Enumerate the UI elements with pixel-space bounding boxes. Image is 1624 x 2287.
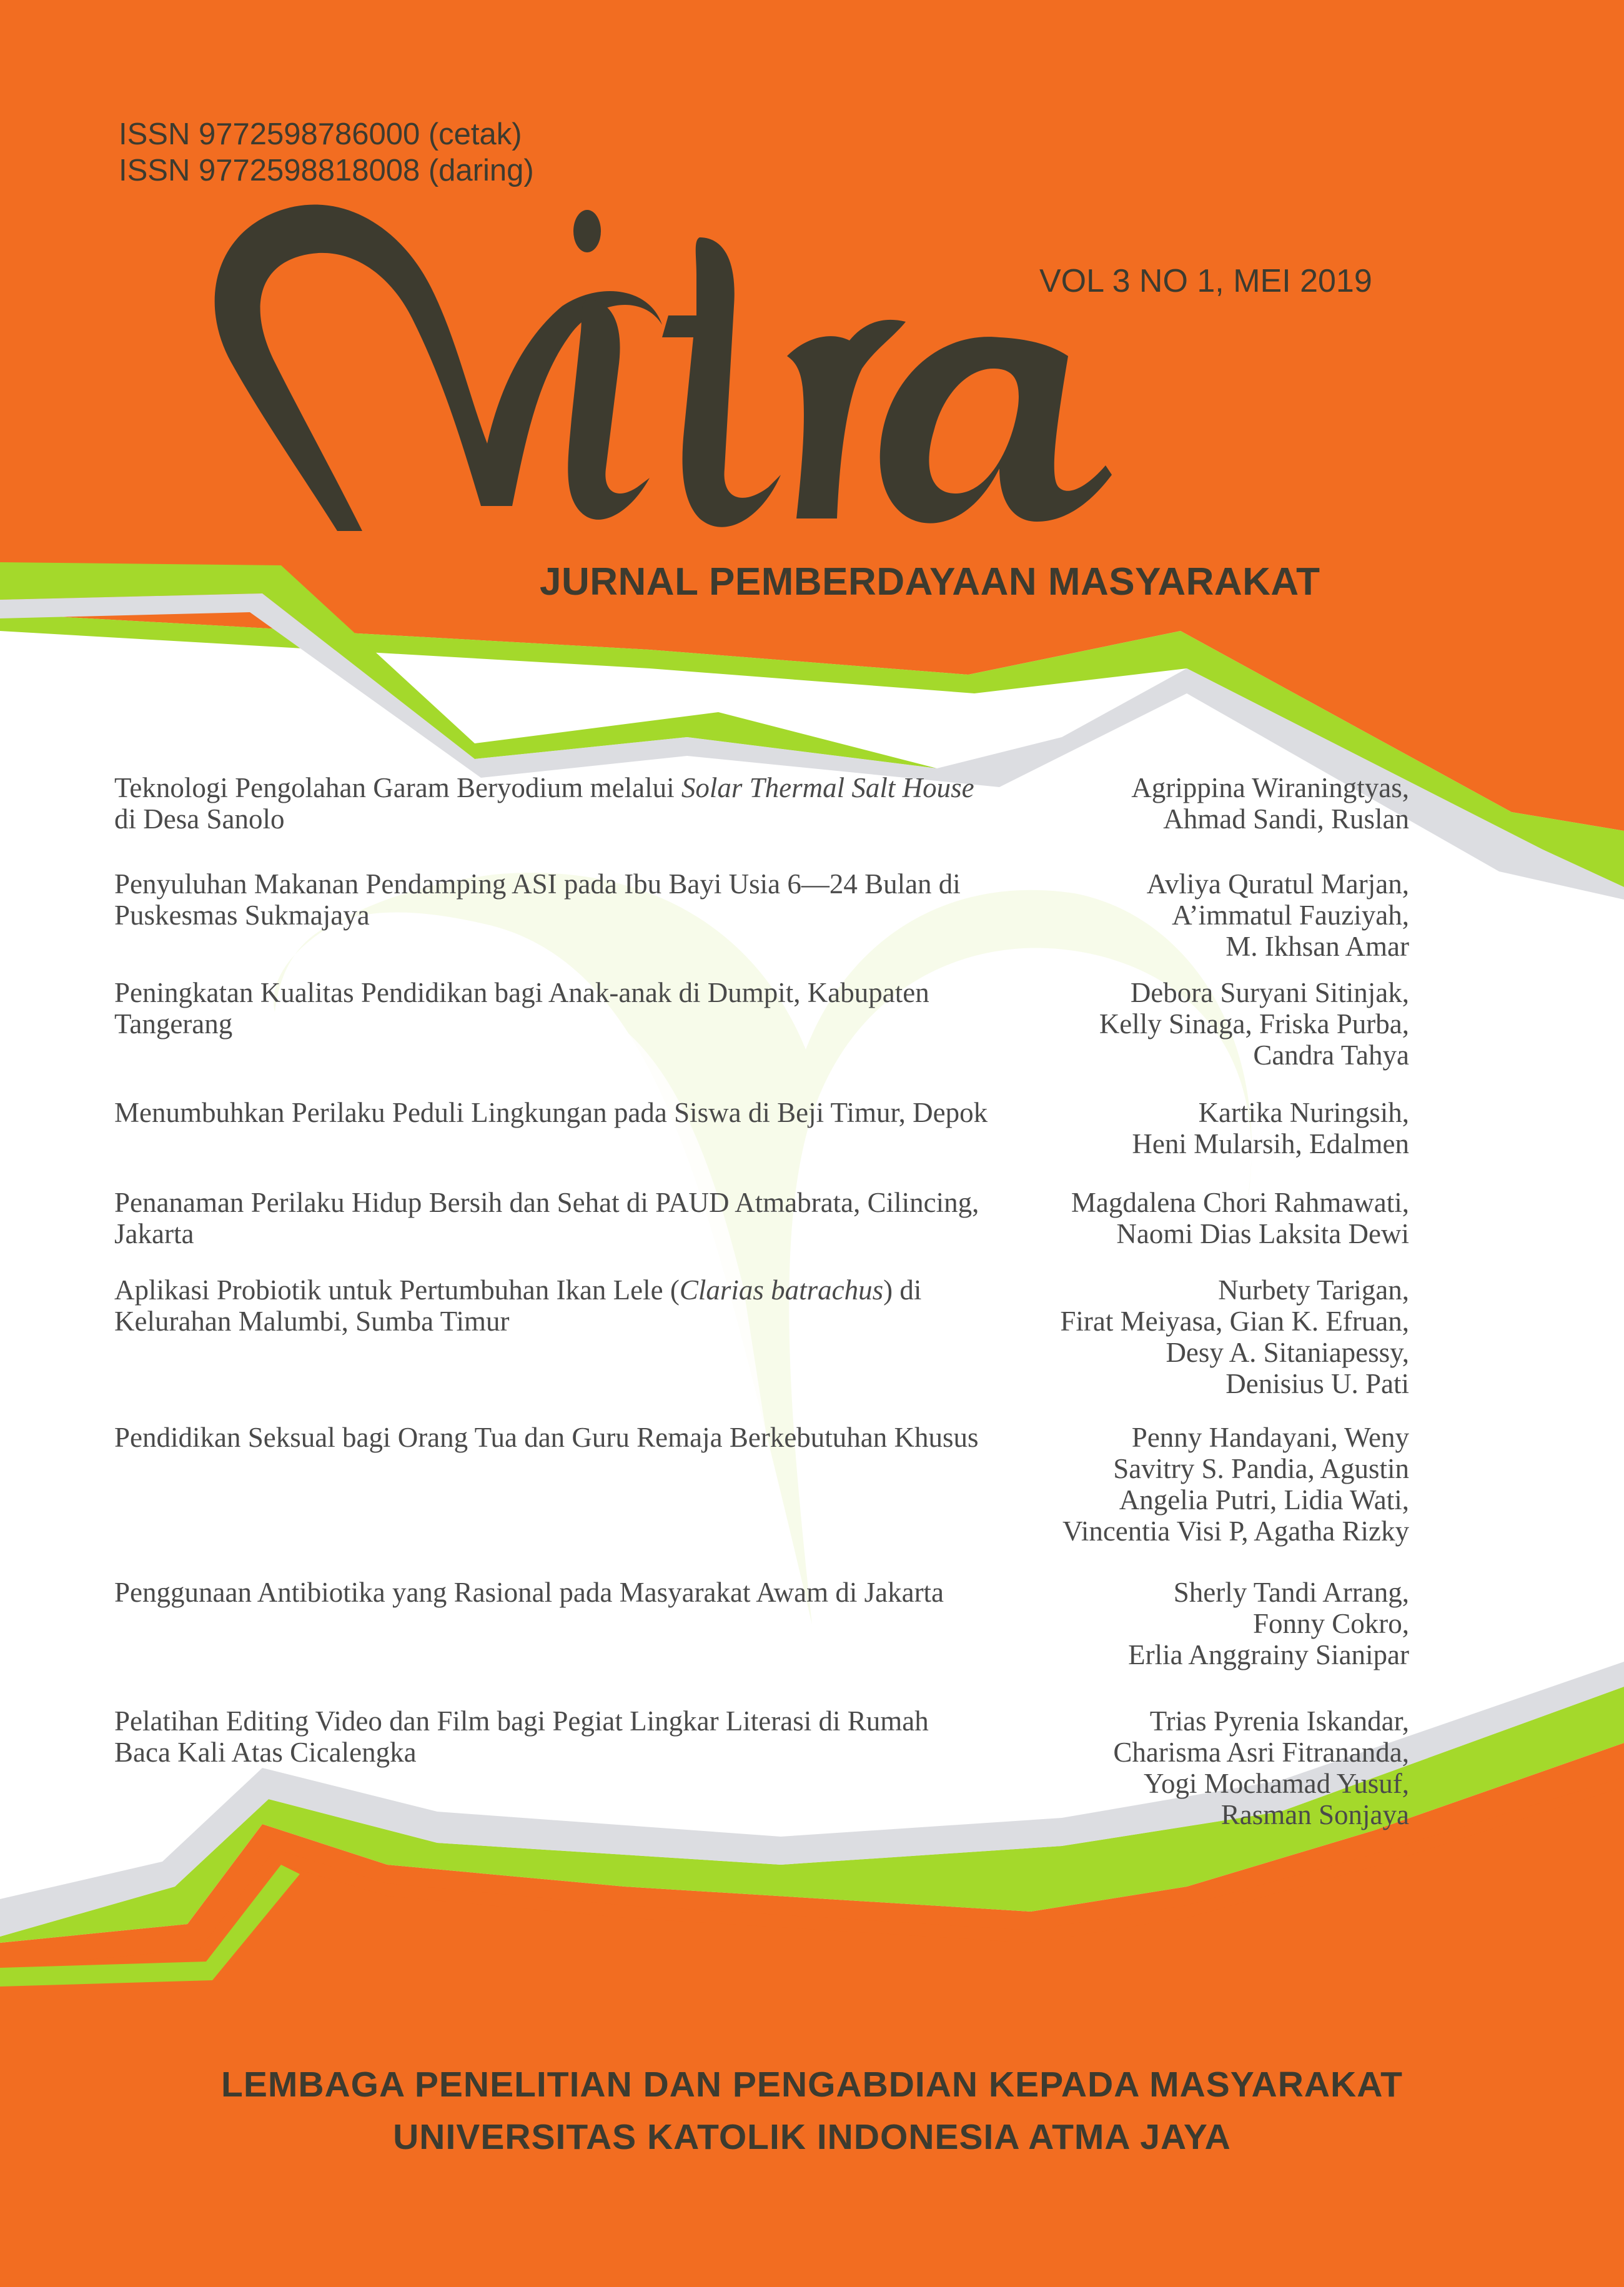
article-authors: Trias Pyrenia Iskandar, Charisma Asri Fitrananda, Yogi Mochamad Yusuf, Rasman Sonjaya (1113, 1705, 1409, 1830)
journal-subtitle: JURNAL PEMBERDAYAAN MASYARAKAT (540, 560, 1320, 603)
article-title: Aplikasi Probiotik untuk Pertumbuhan Ikan Lele (Clarias batrachus) di Kelurahan Malumbi, Sumba Timur (114, 1274, 922, 1337)
article-authors: Agrippina Wiraningtyas, Ahmad Sandi, Ruslan (1131, 772, 1409, 835)
article-title: Pelatihan Editing Video dan Film bagi Pegiat Lingkar Literasi di Rumah Baca Kali Atas Cicalengka (114, 1705, 929, 1768)
article-title: Pendidikan Seksual bagi Orang Tua dan Guru Remaja Berkebutuhan Khusus (114, 1422, 979, 1453)
volume-label: VOL 3 NO 1, MEI 2019 (1039, 263, 1372, 299)
article-authors: Nurbety Tarigan, Firat Meiyasa, Gian K. Efruan, Desy A. Sitaniapessy, Denisius U. Pati (1060, 1274, 1409, 1399)
article-authors: Penny Handayani, Weny Savitry S. Pandia, Agustin Angelia Putri, Lidia Wati, Vincentia Visi P, Agatha Rizky (1062, 1422, 1409, 1547)
publisher-line-1: LEMBAGA PENELITIAN DAN PENGABDIAN KEPADA MASYARAKAT (221, 2065, 1403, 2105)
article-title: Teknologi Pengolahan Garam Beryodium melalui Solar Thermal Salt House di Desa Sanolo (114, 772, 974, 835)
article-authors: Avliya Quratul Marjan, A’immatul Fauziyah, M. Ikhsan Amar (1146, 868, 1409, 962)
article-authors: Debora Suryani Sitinjak, Kelly Sinaga, Friska Purba, Candra Tahya (1099, 977, 1409, 1071)
article-authors: Kartika Nuringsih, Heni Mularsih, Edalmen (1132, 1097, 1409, 1159)
issn-print: ISSN 9772598786000 (cetak) (119, 117, 522, 151)
article-title: Penggunaan Antibiotika yang Rasional pada Masyarakat Awam di Jakarta (114, 1577, 944, 1608)
article-authors: Magdalena Chori Rahmawati, Naomi Dias Laksita Dewi (1071, 1187, 1409, 1249)
publisher-block (0, 2058, 1624, 2163)
article-authors: Sherly Tandi Arrang, Fonny Cokro, Erlia Anggrainy Sianipar (1128, 1577, 1409, 1670)
article-title: Penanaman Perilaku Hidup Bersih dan Sehat di PAUD Atmabrata, Cilincing, Jakarta (114, 1187, 979, 1249)
issn-online: ISSN 9772598818008 (daring) (119, 154, 534, 187)
article-title: Penyuluhan Makanan Pendamping ASI pada Ibu Bayi Usia 6—24 Bulan di Puskesmas Sukmajaya (114, 868, 961, 931)
article-title: Menumbuhkan Perilaku Peduli Lingkungan pada Siswa di Beji Timur, Depok (114, 1097, 988, 1128)
publisher-line-2: UNIVERSITAS KATOLIK INDONESIA ATMA JAYA (393, 2117, 1231, 2157)
article-title: Peningkatan Kualitas Pendidikan bagi Anak-anak di Dumpit, Kabupaten Tangerang (114, 977, 929, 1039)
